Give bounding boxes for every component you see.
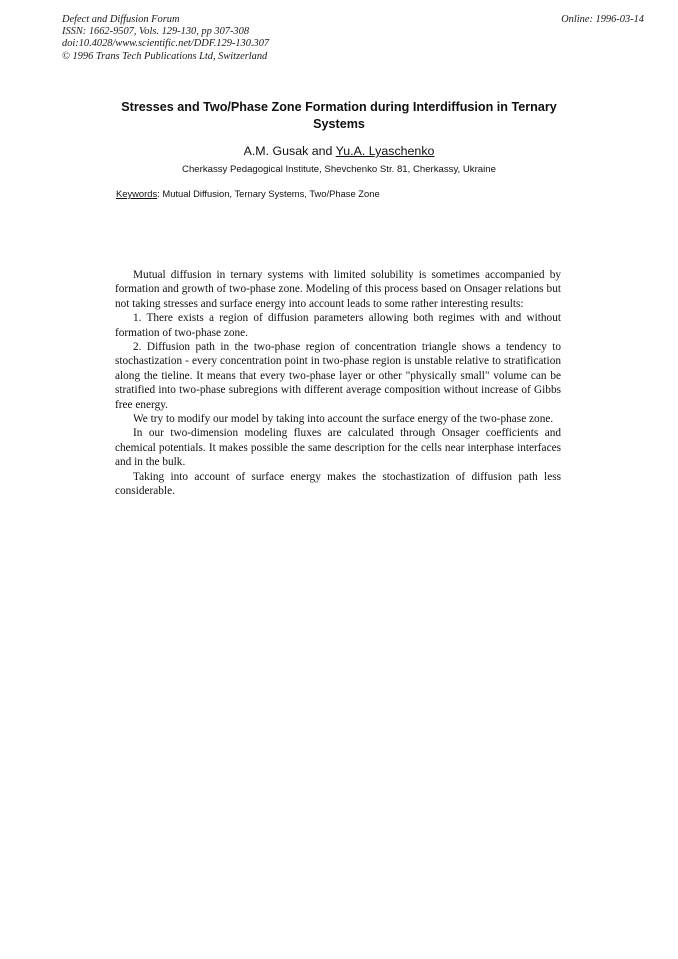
journal-name: Defect and Diffusion Forum — [62, 14, 180, 25]
page-header — [62, 14, 644, 63]
paper-title: Stresses and Two/Phase Zone Formation during Interdiffusion in Ternary Systems — [121, 100, 557, 131]
keywords-label: Keywords — [116, 188, 158, 199]
body-paragraph: Mutual diffusion in ternary systems with limited solubility is sometimes accompanied by formation and growth of two-phase zone. Modeling of this process based on Onsager relations but not taking stresses and surface energy into account leads to some rather interesting results: — [115, 269, 561, 310]
abstract-body — [115, 268, 561, 499]
author-second: Yu.A. Lyaschenko — [335, 144, 435, 158]
keywords — [116, 188, 380, 199]
keywords-text: : Mutual Diffusion, Ternary Systems, Two/Phase Zone — [157, 188, 380, 199]
body-paragraph: 1. There exists a region of diffusion parameters allowing both regimes with and without formation of two-phase zone. — [115, 312, 561, 339]
authors — [0, 144, 678, 158]
doi-line[interactable]: doi:10.4028/www.scientific.net/DDF.129-130.307 — [62, 38, 270, 50]
issn-line: ISSN: 1662-9507, Vols. 129-130, pp 307-308 — [62, 26, 250, 38]
body-paragraph: Taking into account of surface energy makes the stochastization of diffusion path less considerable. — [115, 470, 561, 498]
online-date: Online: 1996-03-14 — [561, 14, 644, 25]
body-paragraph: 2. Diffusion path in the two-phase region of concentration triangle shows a tendency to stochastization - every concentration point in two-phase region is unstable relative to stratification along the tieline. It means that every two-phase layer or other "physically small" volume can be stratified into two-phase subregions with different average composition without increase of Gibbs free energy. — [115, 341, 561, 411]
body-paragraph: In our two-dimension modeling fluxes are calculated through Onsager coefficients and chemical potentials. It makes possible the same description for the cells near interphase interfaces and in the bulk. — [115, 427, 561, 469]
author-separator: and — [308, 144, 336, 158]
author-first: A.M. Gusak — [243, 144, 309, 158]
affiliation: Cherkassy Pedagogical Institute, Shevchenko Str. 81, Cherkassy, Ukraine — [182, 164, 496, 175]
body-paragraph: We try to modify our model by taking into account the surface energy of the two-phase zone. — [133, 413, 554, 426]
copyright-line: © 1996 Trans Tech Publications Ltd, Switzerland — [62, 50, 268, 62]
